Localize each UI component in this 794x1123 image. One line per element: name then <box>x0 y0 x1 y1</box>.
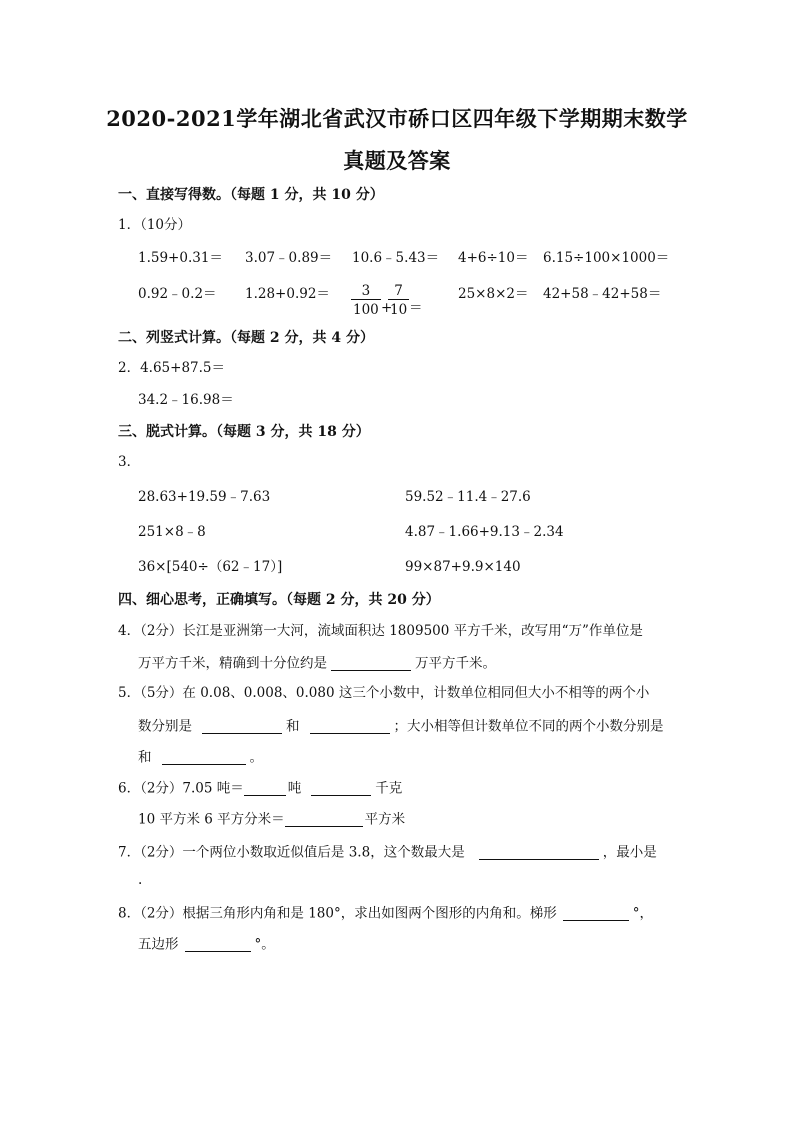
calc-item: 1.59+0.31＝ <box>138 250 223 266</box>
question-6-text: 6．（2分）7.05 吨＝ <box>118 780 244 797</box>
question-5-text: 。 <box>249 749 263 766</box>
question-7-text: ，最小是 <box>602 844 657 861</box>
question-6-text: 平方米 <box>364 811 406 828</box>
question-6-text: 10 平方米 6 平方分米＝ <box>138 811 285 828</box>
section-heading-4: 四、细心思考，正确填写。（每题 2 分，共 20 分） <box>118 592 440 608</box>
answer-blank[interactable] <box>311 781 371 796</box>
answer-blank[interactable] <box>185 937 251 952</box>
question-5-text: 数分别是 <box>138 718 192 735</box>
question-8-text: °。 <box>254 936 275 953</box>
question-6-line1 <box>118 781 402 796</box>
question-8-text: °， <box>632 905 653 922</box>
question-2-line2: 34.2﹣16.98＝ <box>138 392 234 408</box>
question-8-text: 8．（2分）根据三角形内角和是 180°，求出如图两个图形的内角和。梯形 <box>118 905 557 922</box>
fraction-3-over-100 <box>351 283 381 318</box>
calc-item: 99×87+9.9×140 <box>405 559 521 575</box>
question-6-text: 千克 <box>375 780 403 797</box>
fraction-denominator: 100 <box>351 299 381 318</box>
equals-sign: ＝ <box>409 300 423 316</box>
calc-item: 6.15÷100×1000＝ <box>543 250 670 266</box>
question-3-label: 3． <box>118 454 141 470</box>
fraction-denominator: 10 <box>388 299 409 318</box>
question-7-line1 <box>118 845 657 860</box>
question-5-text: ；大小相等但计数单位不同的两个小数分别是 <box>393 718 664 735</box>
question-4-text: 万平方千米，精确到十分位约是 <box>138 655 327 672</box>
question-7-text: 7．（2分）一个两位小数取近似值后是 3.8，这个数最大是 <box>118 844 465 861</box>
question-8-line2 <box>138 937 275 952</box>
question-4-line1: 4．（2分）长江是亚洲第一大河，流域面积达 1809500 平方千米，改写用“万”作单位是 <box>118 623 643 639</box>
answer-blank[interactable] <box>162 750 246 765</box>
question-6-line2 <box>138 812 405 827</box>
fraction-numerator: 7 <box>394 283 403 299</box>
question-5-line3 <box>138 750 263 765</box>
calc-item: 0.92﹣0.2＝ <box>138 286 217 302</box>
calc-item: 42+58﹣42+58＝ <box>543 286 662 302</box>
calc-item: 10.6﹣5.43＝ <box>352 250 440 266</box>
section-heading-1: 一、直接写得数。（每题 1 分，共 10 分） <box>118 187 384 203</box>
question-4-text-end: 万平方千米。 <box>415 655 496 672</box>
question-7-line2: . <box>138 872 143 888</box>
answer-blank[interactable] <box>285 812 363 827</box>
answer-blank[interactable] <box>310 719 390 734</box>
calc-item: 59.52﹣11.4﹣27.6 <box>405 489 531 505</box>
calc-item: 25×8×2＝ <box>458 286 529 302</box>
question-5-line2 <box>138 719 664 734</box>
question-8-text: 五边形 <box>138 936 179 953</box>
fraction-7-over-10 <box>388 283 409 318</box>
answer-blank[interactable] <box>202 719 282 734</box>
page-title-line2: 真题及答案 <box>343 148 451 173</box>
question-4-line2 <box>138 656 496 671</box>
question-5-text: 和 <box>286 718 300 735</box>
answer-blank[interactable] <box>479 845 599 860</box>
question-2-line1: 2．4.65+87.5＝ <box>118 360 226 376</box>
calc-item: 36×[540÷（62﹣17）] <box>138 559 283 575</box>
calc-item: 3.07﹣0.89＝ <box>245 250 333 266</box>
question-5-line1-text: 5．（5分）在 0.08、0.008、0.080 这三个小数中，计数单位相同但大小不相等的两个小 <box>118 685 650 701</box>
answer-blank[interactable] <box>244 781 286 796</box>
page-title: 2020-2021学年湖北省武汉市硚口区四年级下学期期末数学 <box>106 106 688 131</box>
answer-blank[interactable] <box>563 906 629 921</box>
question-8-line1 <box>118 906 653 921</box>
calc-item: 251×8﹣8 <box>138 524 206 540</box>
calc-item: 4+6÷10＝ <box>458 250 529 266</box>
section-heading-3: 三、脱式计算。（每题 3 分，共 18 分） <box>118 424 370 440</box>
section-heading-2: 二、列竖式计算。（每题 2 分，共 4 分） <box>118 330 374 346</box>
plus-sign: + <box>381 300 393 316</box>
calc-item: 1.28+0.92＝ <box>245 286 330 302</box>
calc-item: 4.87﹣1.66+9.13﹣2.34 <box>405 524 564 540</box>
question-5-text: 和 <box>138 749 152 766</box>
question-1-label: 1．（10分） <box>118 217 192 233</box>
answer-blank[interactable] <box>331 656 411 671</box>
question-6-text: 吨 <box>287 780 302 797</box>
fraction-numerator: 3 <box>361 283 371 299</box>
calc-item: 28.63+19.59﹣7.63 <box>138 489 271 505</box>
